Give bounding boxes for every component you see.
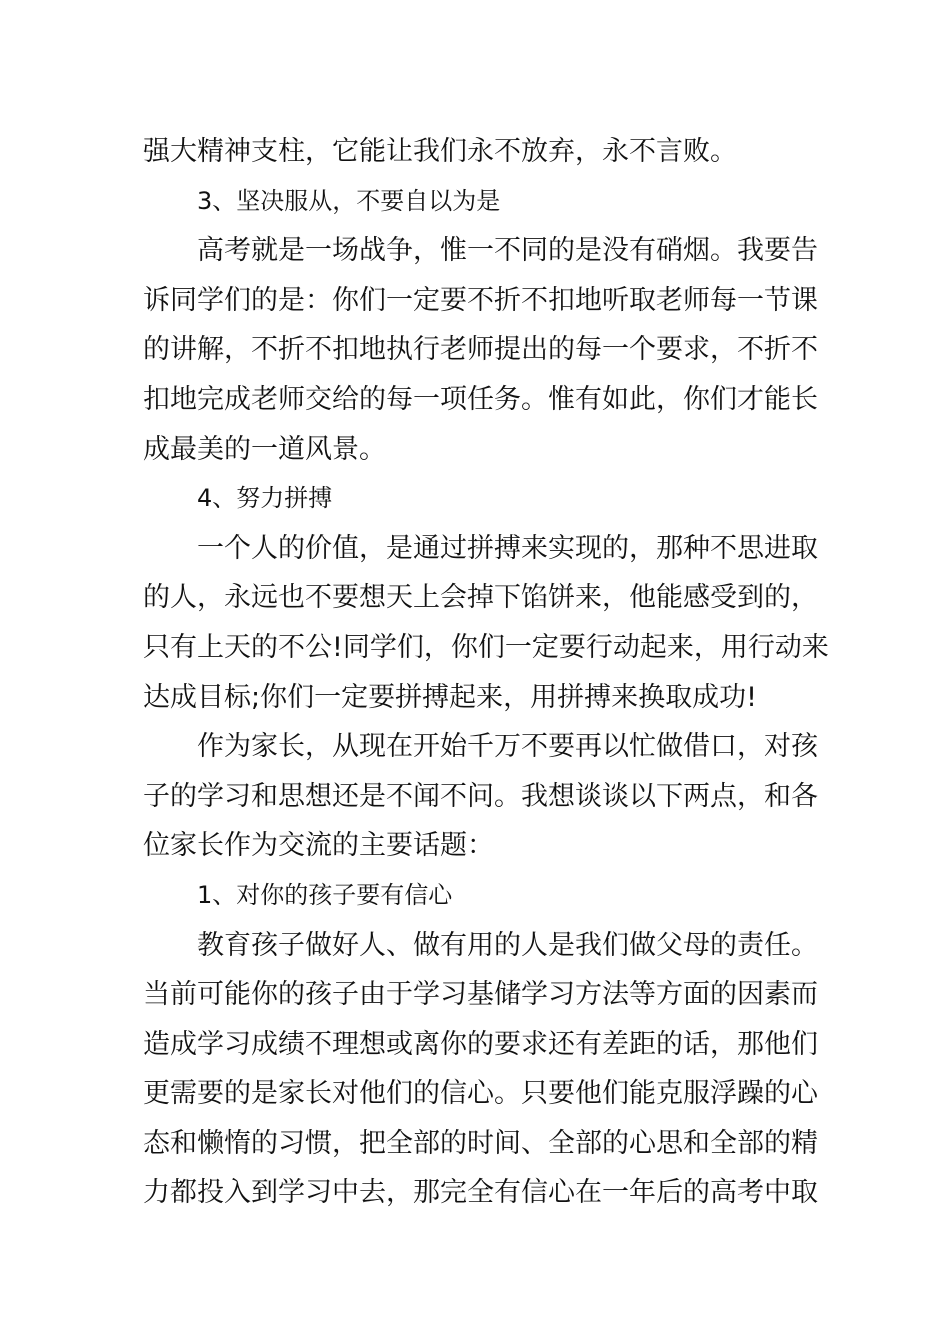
paragraph-line: 一个人的价值，是通过拼搏来实现的，那种不思进取 — [197, 532, 818, 564]
paragraph-line: 力都投入到学习中去，那完全有信心在一年后的高考中取 — [143, 1177, 818, 1209]
paragraph-line: 态和懒惰的习惯，把全部的时间、全部的心思和全部的精 — [143, 1127, 818, 1159]
paragraph-line: 更需要的是家长对他们的信心。只要他们能克服浮躁的心 — [143, 1078, 818, 1110]
paragraph-line: 只有上天的不公!同学们，你们一定要行动起来，用行动来 — [143, 631, 829, 663]
paragraph-line: 达成目标;你们一定要拼搏起来，用拼搏来换取成功! — [143, 681, 757, 713]
paragraph-line: 当前可能你的孩子由于学习基储学习方法等方面的因素而 — [143, 979, 818, 1011]
paragraph-line: 成最美的一道风景。 — [143, 433, 386, 465]
paragraph-line: 高考就是一场战争，惟一不同的是没有硝烟。我要告 — [197, 235, 818, 267]
paragraph-line: 作为家长，从现在开始千万不要再以忙做借口，对孩 — [197, 731, 818, 763]
paragraph-line: 诉同学们的是：你们一定要不折不扣地听取老师每一节课 — [143, 284, 818, 316]
paragraph-line: 的人，永远也不要想天上会掉下馅饼来，他能感受到的， — [143, 582, 818, 614]
section-heading: 1、对你的孩子要有信心 — [197, 880, 453, 909]
paragraph-line: 强大精神支柱，它能让我们永不放弃，永不言败。 — [143, 136, 737, 167]
paragraph-line: 位家长作为交流的主要话题： — [143, 830, 494, 862]
paragraph-line: 教育孩子做好人、做有用的人是我们做父母的责任。 — [197, 929, 818, 961]
paragraph-line: 的讲解，不折不扣地执行老师提出的每一个要求，不折不 — [143, 334, 818, 366]
document-body — [143, 127, 829, 1218]
paragraph-line: 造成学习成绩不理想或离你的要求还有差距的话，那他们 — [143, 1028, 818, 1060]
section-heading: 3、坚决服从，不要自以为是 — [197, 186, 501, 215]
section-heading: 4、努力拼搏 — [197, 484, 333, 513]
paragraph-line: 子的学习和思想还是不闻不问。我想谈谈以下两点，和各 — [143, 780, 818, 812]
paragraph-line: 扣地完成老师交给的每一项任务。惟有如此，你们才能长 — [143, 383, 818, 415]
